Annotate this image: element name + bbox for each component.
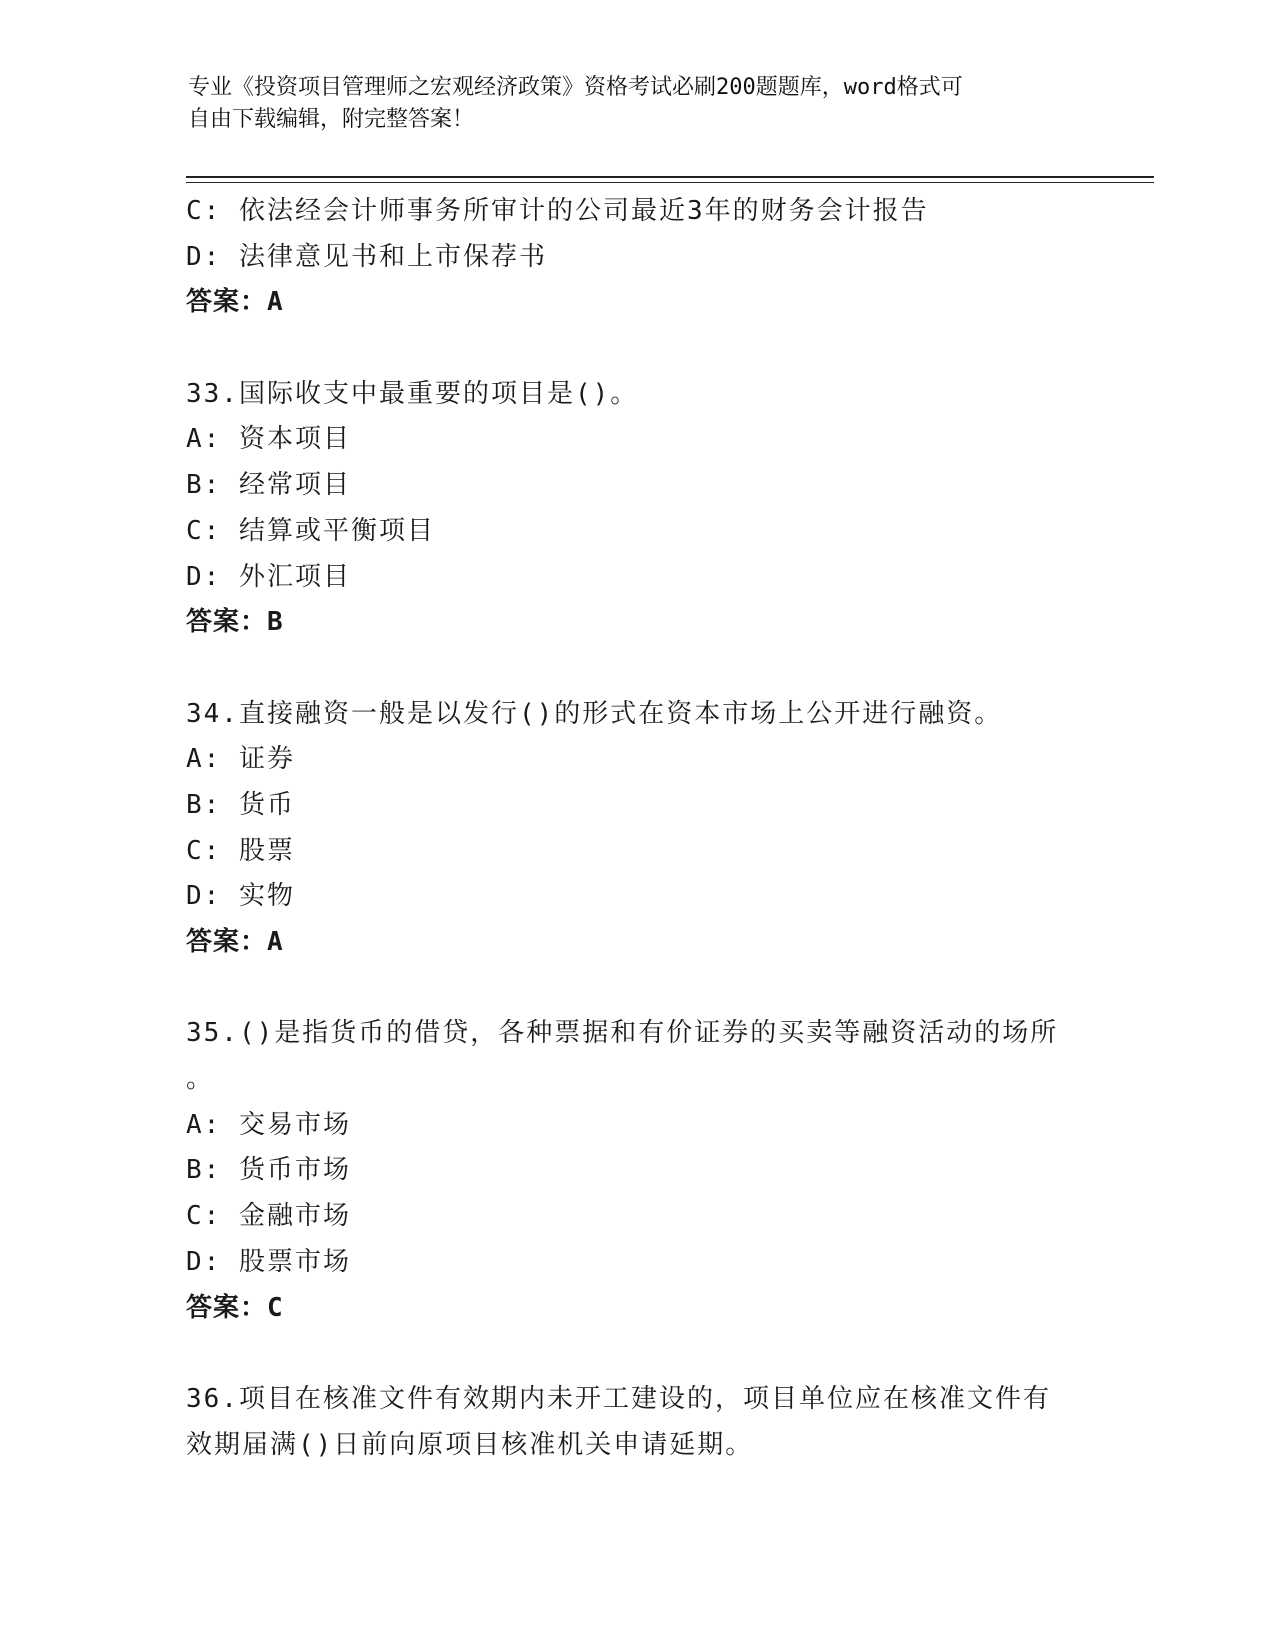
q35-question-line-1: 35.()是指货币的借贷，各种票据和有价证券的买卖等融资活动的场所 (186, 1018, 1059, 1049)
q34-question: 34.直接融资一般是以发行()的形式在资本市场上公开进行融资。 (186, 698, 1003, 729)
q33-option-c: C: 结算或平衡项目 (186, 515, 435, 546)
q35-option-a: A: 交易市场 (186, 1109, 351, 1140)
q33-option-a: A: 资本项目 (186, 424, 351, 455)
q34-option-a: A: 证券 (186, 744, 295, 775)
document-body (186, 189, 1086, 1468)
q33-option-b: B: 经常项目 (186, 470, 351, 501)
q35-option-c: C: 金融市场 (186, 1201, 351, 1232)
header-rule-thick (186, 176, 1154, 178)
q36-question-line-2: 效期届满()日前向原项目核准机关申请延期。 (186, 1429, 754, 1460)
spacer (186, 646, 1086, 692)
prev-option-d: D: 法律意见书和上市保荐书 (186, 241, 547, 272)
header-line-2: 自由下载编辑，附完整答案！ (188, 107, 475, 132)
q33-question: 33.国际收支中最重要的项目是()。 (186, 378, 639, 409)
header-line-1: 专业《投资项目管理师之宏观经济政策》资格考试必刷200题题库，word格式可 (188, 75, 963, 100)
q34-option-b: B: 货币 (186, 789, 295, 820)
q35-question-line-2: 。 (186, 1064, 215, 1095)
q34-option-d: D: 实物 (186, 881, 295, 912)
q36-question-line-1: 36.项目在核准文件有效期内未开工建设的，项目单位应在核准文件有 (186, 1383, 1051, 1414)
document-header (188, 72, 1088, 136)
prev-option-c: C: 依法经会计师事务所审计的公司最近3年的财务会计报告 (186, 196, 929, 226)
spacer (186, 326, 1086, 372)
header-rule-thin (186, 182, 1154, 183)
prev-answer: 答案：A (186, 287, 284, 318)
q35-option-b: B: 货币市场 (186, 1155, 351, 1186)
q35-answer: 答案：C (186, 1292, 284, 1323)
q33-answer: 答案：B (186, 607, 284, 638)
spacer (186, 1331, 1086, 1377)
q33-option-d: D: 外汇项目 (186, 561, 351, 592)
q34-option-c: C: 股票 (186, 835, 295, 866)
q34-answer: 答案：A (186, 927, 284, 957)
q35-option-d: D: 股票市场 (186, 1246, 351, 1277)
spacer (186, 966, 1086, 1012)
